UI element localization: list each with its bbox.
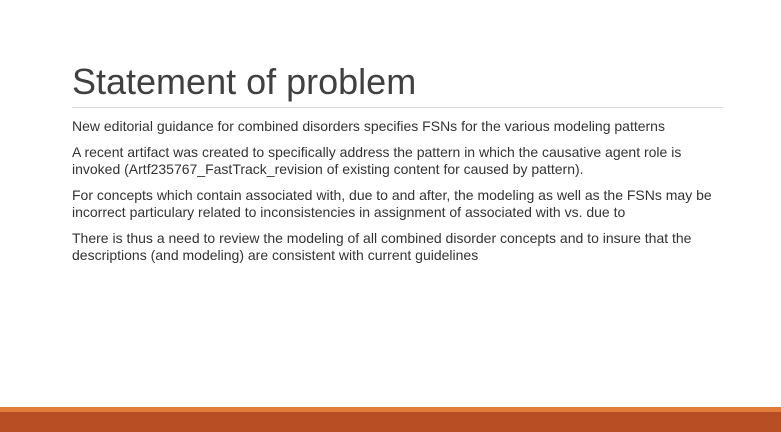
- bullet-paragraph-4: There is thus a need to review the modeling of all combined disorder concepts and to insure that the descriptions (and modeling) are consistent with current guidelines: [72, 230, 692, 263]
- slide-content: [72, 118, 727, 273]
- title-divider: [72, 107, 723, 108]
- footer-band: [0, 412, 781, 432]
- slide-title: Statement of problem: [72, 61, 417, 102]
- bullet-paragraph-1: New editorial guidance for combined disorders specifies FSNs for the various modeling patterns: [72, 118, 665, 134]
- bullet-paragraph-3: For concepts which contain associated with, due to and after, the modeling as well as the FSNs may be incorrect particulary related to inconsistencies in assignment of associated with vs. due to: [72, 187, 712, 220]
- bullet-paragraph-2: A recent artifact was created to specifically address the pattern in which the causative agent role is invoked (Artf235767_FastTrack_revision of existing content for caused by pattern).: [72, 144, 682, 177]
